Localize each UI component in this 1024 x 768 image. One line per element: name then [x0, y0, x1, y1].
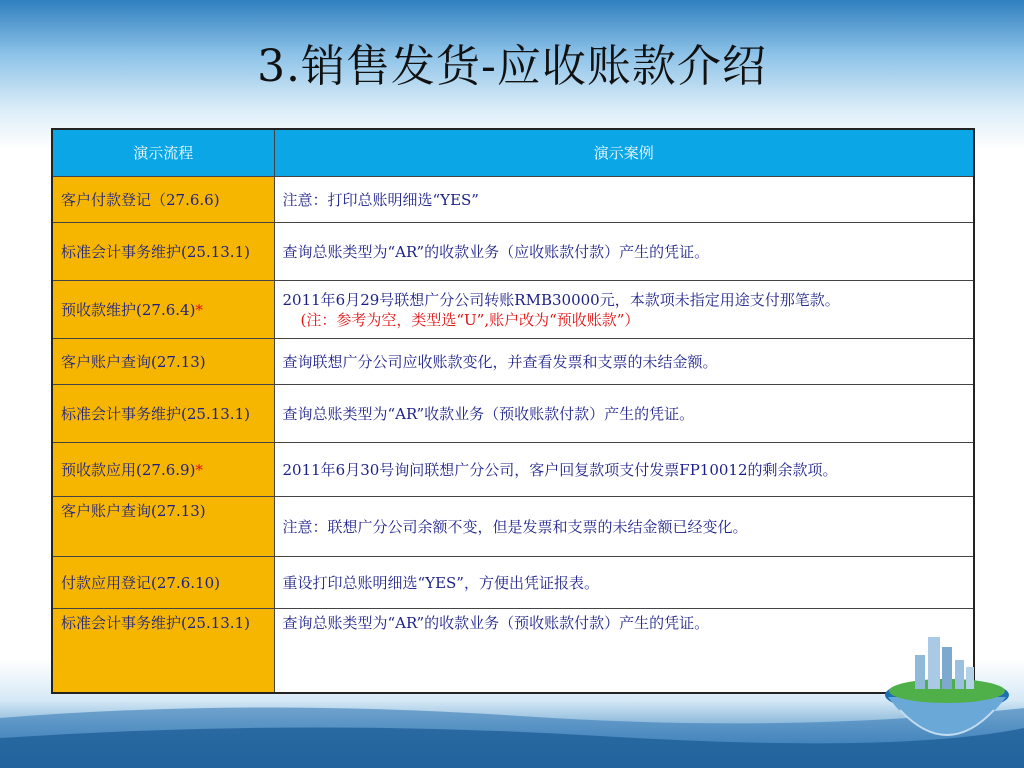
case-cell: 查询总账类型为“AR”的收款业务（预收账款付款）产生的凭证。	[274, 609, 974, 693]
footer-wave-decoration	[0, 688, 1024, 768]
header-case: 演示案例	[274, 129, 974, 177]
case-cell: 查询联想广分公司应收账款变化，并查看发票和支票的未结金额。	[274, 339, 974, 385]
case-note: (注：参考为空，类型选“U”,账户改为“预收账款”）	[300, 310, 640, 329]
case-cell: 注意：打印总账明细选“YES”	[274, 177, 974, 223]
case-cell: 2011年6月29号联想广分公司转账RMB30000元，本款项未指定用途支付那笔款。 (注：参考为空，类型选“U”,账户改为“预收账款”）	[274, 281, 974, 339]
step-cell: 预收款维护(27.6.4)*	[52, 281, 274, 339]
demo-table	[51, 128, 975, 694]
table-row	[52, 443, 974, 497]
step-cell: 付款应用登记(27.6.10)	[52, 557, 274, 609]
case-cell: 查询总账类型为“AR”的收款业务（应收账款付款）产生的凭证。	[274, 223, 974, 281]
step-cell: 标准会计事务维护(25.13.1)	[52, 385, 274, 443]
table-row	[52, 223, 974, 281]
table-row	[52, 497, 974, 557]
slide-title: 3.销售发货-应收账款介绍	[257, 41, 767, 92]
star-marker: *	[195, 460, 203, 479]
step-cell: 预收款应用(27.6.9)*	[52, 443, 274, 497]
table-header-row	[52, 129, 974, 177]
header-process: 演示流程	[52, 129, 274, 177]
step-cell: 标准会计事务维护(25.13.1)	[52, 609, 274, 693]
table-row	[52, 557, 974, 609]
city-globe-decoration	[880, 625, 1015, 765]
table-row	[52, 339, 974, 385]
step-cell: 标准会计事务维护(25.13.1)	[52, 223, 274, 281]
table-row	[52, 281, 974, 339]
step-cell: 客户账户查询(27.13)	[52, 497, 274, 557]
step-cell: 客户账户查询(27.13)	[52, 339, 274, 385]
case-cell: 2011年6月30号询问联想广分公司，客户回复款项支付发票FP10012的剩余款项。	[274, 443, 974, 497]
table-row	[52, 177, 974, 223]
case-cell: 注意：联想广分公司余额不变，但是发票和支票的未结金额已经变化。	[274, 497, 974, 557]
step-cell: 客户付款登记（27.6.6)	[52, 177, 274, 223]
table-row	[52, 385, 974, 443]
case-cell: 查询总账类型为“AR”收款业务（预收账款付款）产生的凭证。	[274, 385, 974, 443]
table-row	[52, 609, 974, 693]
case-cell: 重设打印总账明细选“YES”，方便出凭证报表。	[274, 557, 974, 609]
star-marker: *	[195, 300, 203, 319]
